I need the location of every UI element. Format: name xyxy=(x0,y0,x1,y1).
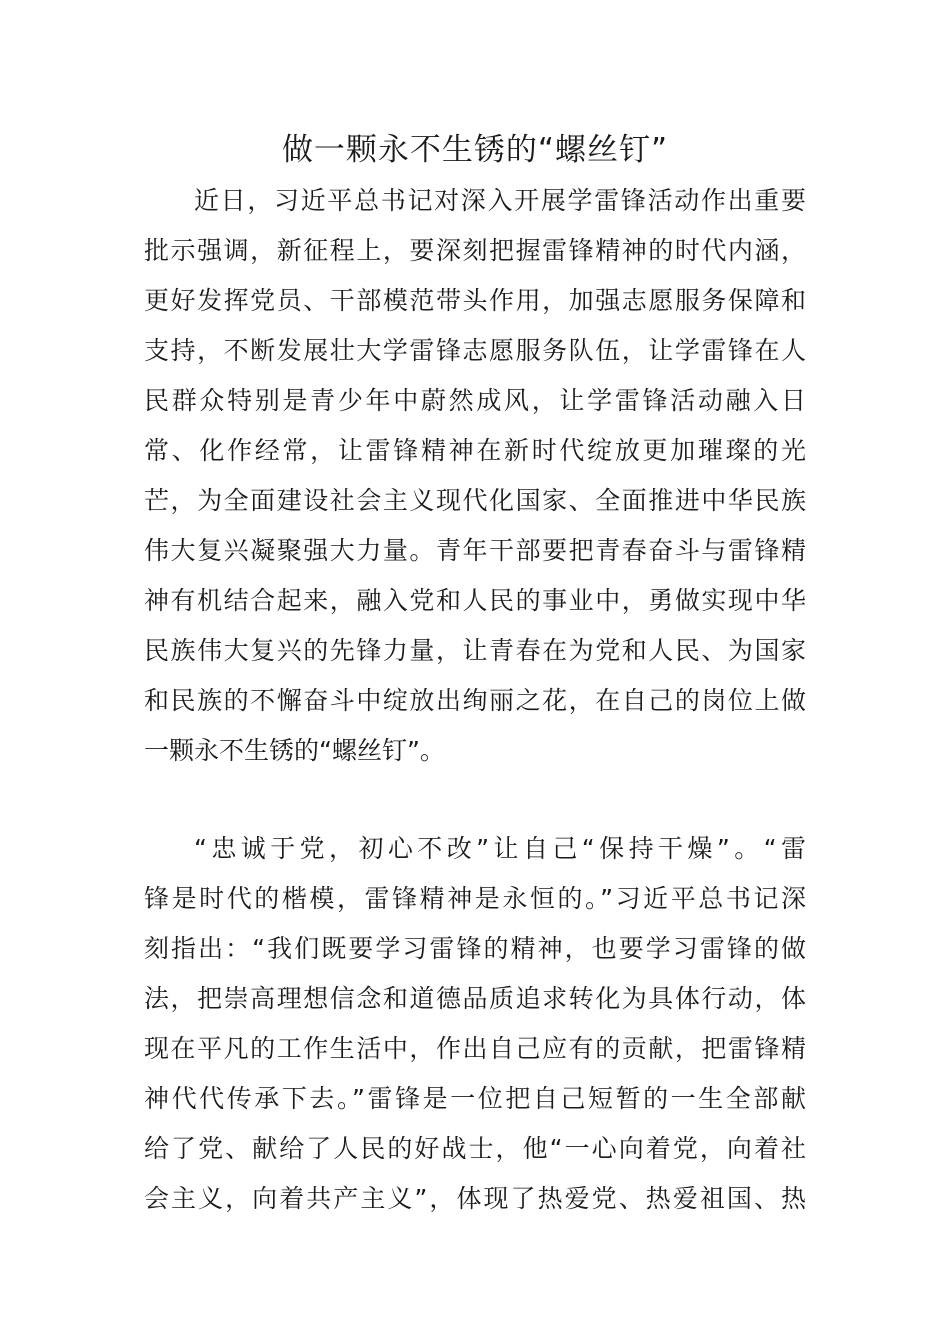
paragraph-line: 民族伟大复兴的先锋力量，让青春在为党和人民、为国家 xyxy=(144,636,806,665)
paragraph-line: 和民族的不懈奋斗中绽放出绚丽之花，在自己的岗位上做 xyxy=(144,686,806,715)
paragraph-line: 现在平凡的工作生活中，作出自己应有的贡献，把雷锋精 xyxy=(144,1034,806,1063)
paragraph-line: 伟大复兴凝聚强大力量。青年干部要把青春奋斗与雷锋精 xyxy=(144,536,806,565)
paragraph-line: 常、化作经常，让雷锋精神在新时代绽放更加璀璨的光 xyxy=(144,436,806,465)
paragraph-line: 民群众特别是青少年中蔚然成风，让学雷锋活动融入日 xyxy=(144,386,806,415)
paragraph-line: 芒，为全面建设社会主义现代化国家、全面推进中华民族 xyxy=(144,486,806,515)
paragraph-line: 给了党、献给了人民的好战士，他“一心向着党，向着社 xyxy=(144,1134,806,1163)
paragraph-line: 法，把崇高理想信念和道德品质追求转化为具体行动，体 xyxy=(144,984,806,1013)
paragraph-line: 近日，习近平总书记对深入开展学雷锋活动作出重要 xyxy=(194,186,806,215)
paragraph-line: “忠诚于党，初心不改”让自己“保持干燥”。“雷 xyxy=(194,834,806,863)
document-title: 做一颗永不生锈的“螺丝钉” xyxy=(281,132,669,168)
paragraph-line: 神代代传承下去。”雷锋是一位把自己短暂的一生全部献 xyxy=(144,1084,806,1113)
paragraph-line: 支持，不断发展壮大学雷锋志愿服务队伍，让学雷锋在人 xyxy=(144,336,806,365)
paragraph-line: 一颗永不生锈的“螺丝钉”。 xyxy=(144,736,445,765)
paragraph-line: 会主义，向着共产主义”，体现了热爱党、热爱祖国、热 xyxy=(144,1184,806,1213)
paragraph-line: 更好发挥党员、干部模范带头作用，加强志愿服务保障和 xyxy=(144,286,806,315)
paragraph-line: 批示强调，新征程上，要深刻把握雷锋精神的时代内涵， xyxy=(144,236,806,265)
paragraph-line: 锋是时代的楷模，雷锋精神是永恒的。”习近平总书记深 xyxy=(144,884,806,913)
paragraph-line: 刻指出：“我们既要学习雷锋的精神，也要学习雷锋的做 xyxy=(144,934,806,963)
paragraph-line: 神有机结合起来，融入党和人民的事业中，勇做实现中华 xyxy=(144,586,806,615)
